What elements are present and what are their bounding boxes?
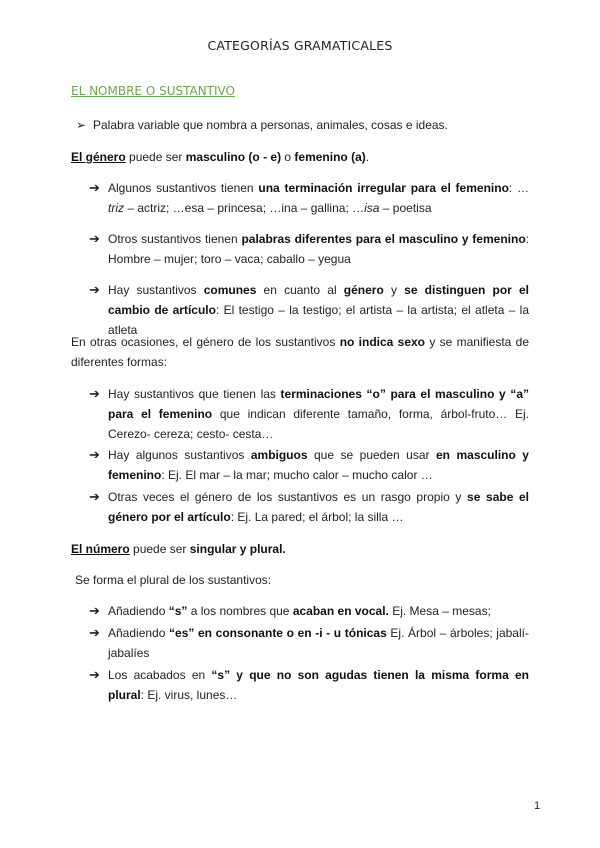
text-run: y bbox=[383, 283, 405, 297]
italic-run: isa bbox=[364, 201, 380, 215]
bold-run: género bbox=[343, 283, 384, 297]
bold-run: comunes bbox=[203, 283, 257, 297]
text-run: que se pueden usar bbox=[307, 448, 436, 462]
text-run: . bbox=[365, 150, 370, 164]
arrow-icon: ➔ bbox=[89, 667, 100, 682]
genero-label: El género bbox=[71, 150, 126, 164]
bold-run: se distinguen por el cambio de artículo bbox=[108, 283, 529, 317]
text-run: Ej. Mesa – mesas; bbox=[388, 604, 491, 618]
bold-run: “s” bbox=[168, 604, 188, 618]
text-run: Añadiendo bbox=[108, 604, 169, 618]
arrow-icon: ➔ bbox=[89, 231, 100, 246]
bold-run: terminaciones “o” para el masculino y “a” para el femenino bbox=[108, 387, 529, 421]
text-run: : Ej. virus, lunes… bbox=[140, 688, 238, 702]
text-run: puede ser bbox=[129, 542, 190, 556]
arrow-icon: ➔ bbox=[89, 603, 100, 618]
genero-item-3 bbox=[108, 280, 529, 340]
text-run: Añadiendo bbox=[108, 626, 170, 640]
genero-line bbox=[71, 147, 541, 167]
genero-paragraph bbox=[71, 332, 529, 372]
text-run: En otras ocasiones, el género de los sustantivos bbox=[71, 335, 340, 349]
text-run: : Ej. La pared; el árbol; la silla … bbox=[230, 510, 404, 524]
text-run: en cuanto al bbox=[256, 283, 344, 297]
numero-line bbox=[71, 539, 531, 559]
arrow-icon: ➔ bbox=[89, 489, 100, 504]
plural-item-2 bbox=[108, 623, 529, 663]
text-run: y se manifiesta de diferentes formas: bbox=[71, 335, 529, 369]
page-title: CATEGORÍAS GRAMATICALES bbox=[207, 38, 393, 53]
bold-run: singular y plural. bbox=[189, 542, 286, 556]
bold-run: se sabe el género por el artículo bbox=[108, 490, 530, 524]
genero-form-item-2 bbox=[108, 445, 529, 485]
bold-run: no indica sexo bbox=[339, 335, 426, 349]
bullet-icon: ➢ bbox=[76, 118, 87, 132]
section-heading: EL NOMBRE O SUSTANTIVO bbox=[71, 84, 235, 98]
genero-form-item-1 bbox=[108, 384, 529, 444]
italic-run: triz bbox=[108, 201, 124, 215]
text-run: Los acabados en bbox=[108, 668, 212, 682]
plural-item-3 bbox=[108, 665, 529, 705]
bold-run: acaban en vocal. bbox=[292, 604, 389, 618]
numero-label: El número bbox=[71, 542, 130, 556]
text-run: que indican diferente tamaño, forma, árbol-fruto… Ej. Cerezo- cereza; cesto- cesta… bbox=[108, 407, 529, 441]
bold-run: masculino (o - e) bbox=[185, 150, 282, 164]
text-run: puede ser bbox=[125, 150, 186, 164]
text-run: Otras veces el género de los sustantivos es un rasgo propio y bbox=[108, 490, 468, 504]
arrow-icon: ➔ bbox=[89, 180, 100, 195]
bold-run: femenino (a) bbox=[294, 150, 366, 164]
text-run: : Ej. El mar – la mar; mucho calor – mucho calor … bbox=[161, 468, 433, 482]
text-run: : … bbox=[508, 181, 529, 195]
text-run: : El testigo – la testigo; el artista – la artista; el atleta – la atleta bbox=[108, 303, 529, 337]
text-run: o bbox=[281, 150, 295, 164]
bold-run: una terminación irregular para el femenino bbox=[258, 181, 509, 195]
bold-run: en masculino y femenino bbox=[108, 448, 529, 482]
bold-run: ambiguos bbox=[250, 448, 308, 462]
bold-run: “es” en consonante o en -i - u tónicas bbox=[169, 626, 387, 640]
arrow-icon: ➔ bbox=[89, 447, 100, 462]
page-number: 1 bbox=[534, 800, 541, 812]
text-run: Hay sustantivos bbox=[108, 283, 204, 297]
text-run: Algunos sustantivos tienen bbox=[108, 181, 259, 195]
text-run: : Hombre – mujer; toro – vaca; caballo – yegua bbox=[108, 232, 529, 266]
arrow-icon: ➔ bbox=[89, 386, 100, 401]
text-run: Hay sustantivos que tienen las bbox=[108, 387, 281, 401]
plural-item-1 bbox=[108, 601, 529, 621]
bold-run: “s” y que no son agudas tienen la misma forma en plural bbox=[108, 668, 529, 702]
text-run: Otros sustantivos tienen bbox=[108, 232, 242, 246]
text-run: – poetisa bbox=[379, 201, 432, 215]
text-run: a los nombres que bbox=[187, 604, 293, 618]
bold-run: palabras diferentes para el masculino y femenino bbox=[241, 232, 526, 246]
text-run: – actriz; …esa – princesa; …ina – gallina; … bbox=[124, 201, 365, 215]
genero-form-item-3 bbox=[108, 487, 529, 527]
arrow-icon: ➔ bbox=[89, 282, 100, 297]
genero-item-1 bbox=[108, 178, 529, 218]
intro-text: Palabra variable que nombra a personas, animales, cosas e ideas. bbox=[93, 118, 448, 132]
plural-intro: Se forma el plural de los sustantivos: bbox=[75, 573, 272, 587]
text-run: Ej. Árbol – árboles; jabalí-jabalíes bbox=[108, 626, 529, 660]
arrow-icon: ➔ bbox=[89, 625, 100, 640]
text-run: Hay algunos sustantivos bbox=[108, 448, 251, 462]
genero-item-2 bbox=[108, 229, 529, 269]
